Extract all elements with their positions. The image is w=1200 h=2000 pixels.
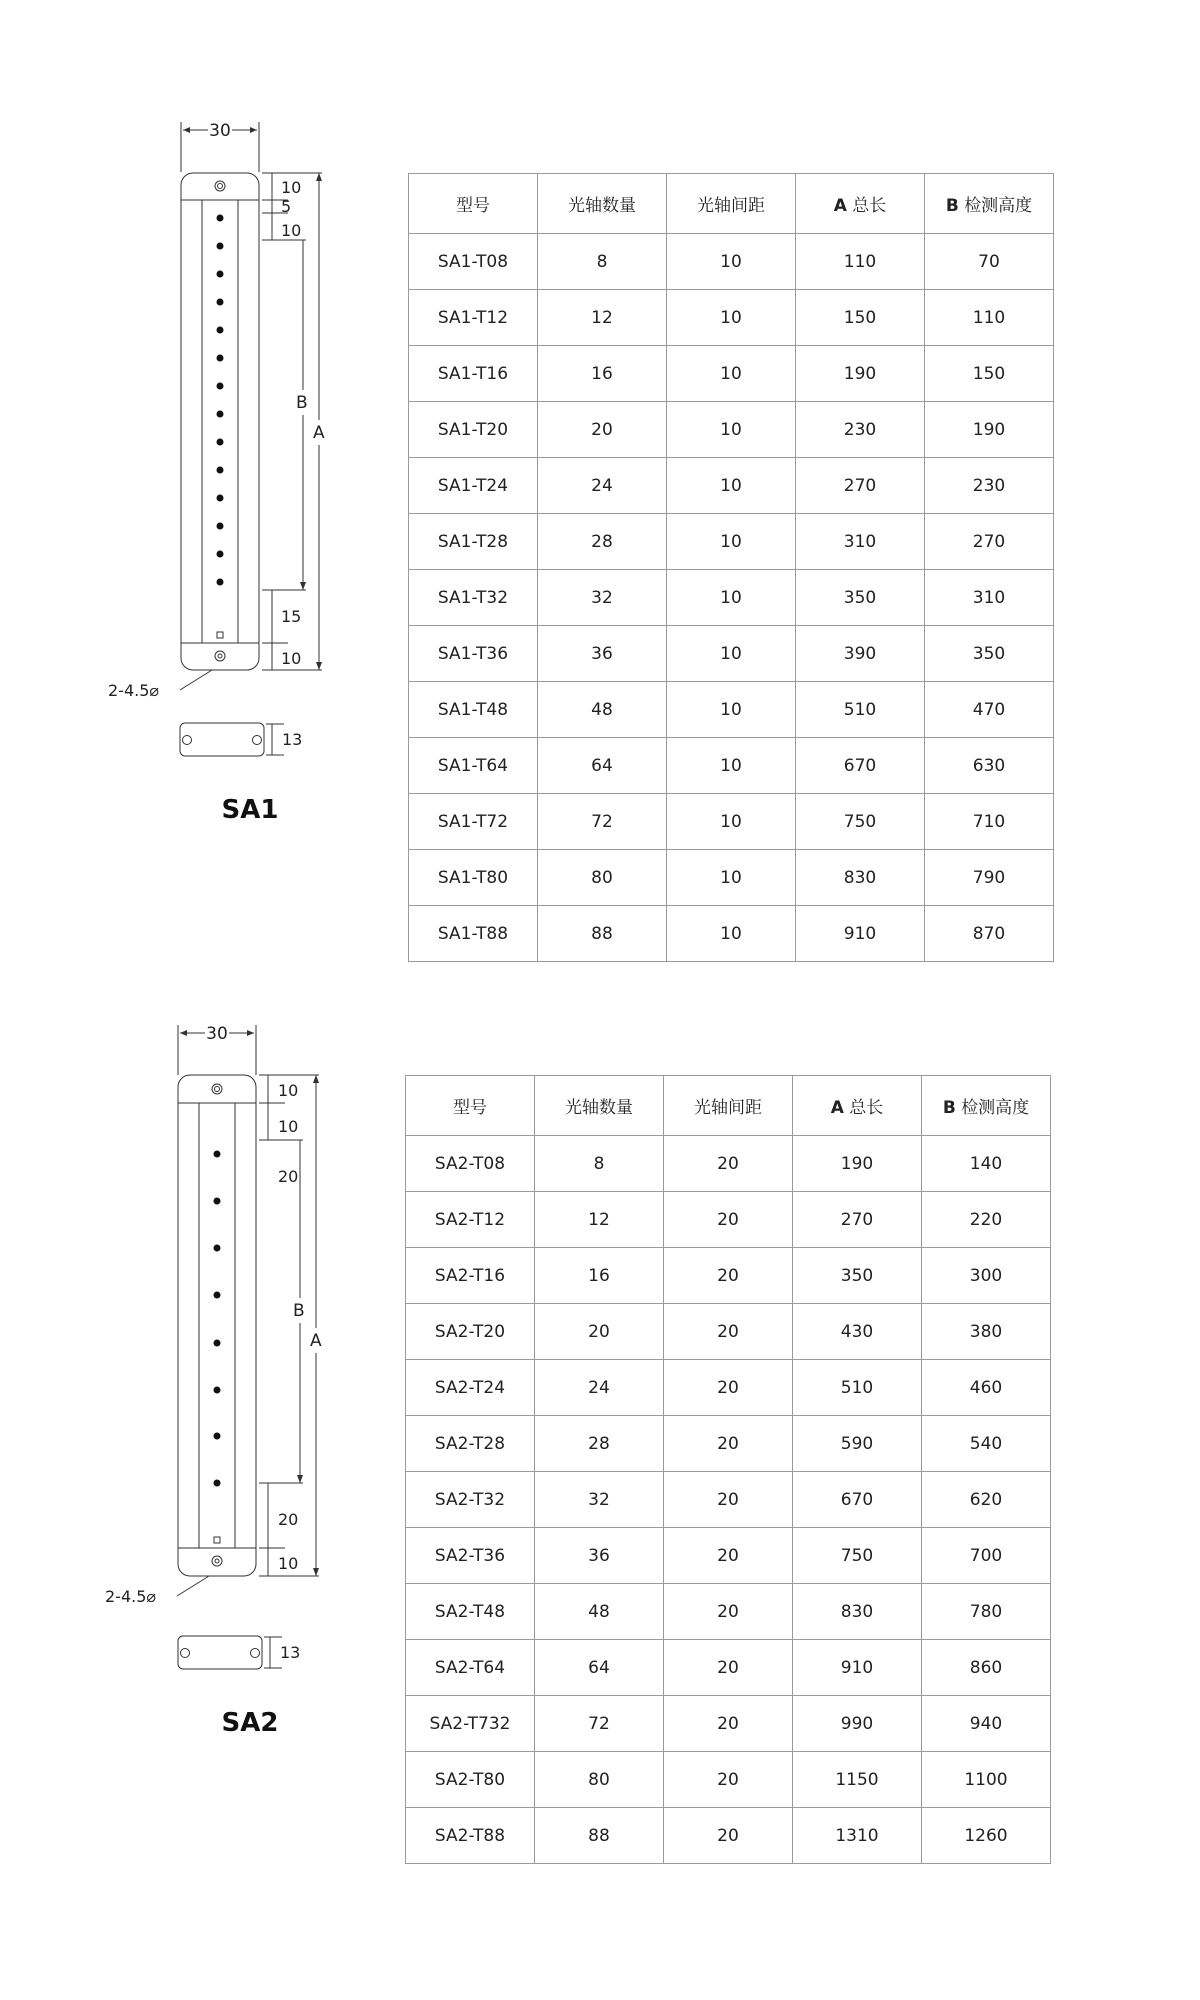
- cell-detection-height: 620: [922, 1472, 1051, 1528]
- cell-detection-height: 710: [925, 794, 1054, 850]
- cell-total-length: 270: [796, 458, 925, 514]
- cell-detection-height: 700: [922, 1528, 1051, 1584]
- cell-axis-spacing: 10: [667, 402, 796, 458]
- cell-axis-spacing: 10: [667, 626, 796, 682]
- cell-detection-height: 540: [922, 1416, 1051, 1472]
- sa2-model-title: SA2: [221, 1708, 279, 1738]
- cell-model: SA2-T88: [406, 1808, 535, 1864]
- table-row: [406, 1808, 1051, 1864]
- cell-model: SA1-T24: [409, 458, 538, 514]
- cell-axis-spacing: 10: [667, 794, 796, 850]
- cell-axis-spacing: 20: [664, 1808, 793, 1864]
- cell-model: SA1-T20: [409, 402, 538, 458]
- dim-first-axis-label: 10: [281, 221, 302, 240]
- cell-axis-count: 24: [535, 1360, 664, 1416]
- sa1-spec-table: [408, 173, 1054, 962]
- cell-axis-count: 12: [535, 1192, 664, 1248]
- cell-detection-height: 350: [925, 626, 1054, 682]
- table-row: [406, 1192, 1051, 1248]
- cell-axis-count: 20: [535, 1304, 664, 1360]
- cell-detection-height: 860: [922, 1640, 1051, 1696]
- cell-axis-spacing: 20: [664, 1136, 793, 1192]
- dim-width-label: 30: [206, 1024, 228, 1044]
- cell-model: SA2-T64: [406, 1640, 535, 1696]
- dim-thickness-label: 13: [282, 730, 303, 749]
- cell-axis-spacing: 20: [664, 1360, 793, 1416]
- cell-model: SA1-T28: [409, 514, 538, 570]
- header-axis-spacing: 光轴间距: [667, 174, 796, 234]
- cell-total-length: 750: [793, 1528, 922, 1584]
- hole-spec-label: 2-4.5⌀: [105, 1587, 157, 1606]
- cell-model: SA2-T16: [406, 1248, 535, 1304]
- cell-axis-count: 64: [538, 738, 667, 794]
- cell-axis-spacing: 10: [667, 458, 796, 514]
- table-row: [406, 1472, 1051, 1528]
- cell-axis-count: 32: [535, 1472, 664, 1528]
- dim-thickness-label: 13: [280, 1643, 301, 1662]
- cell-detection-height: 310: [925, 570, 1054, 626]
- sa1-dimension-drawing: [0, 0, 380, 880]
- table-row: [409, 290, 1054, 346]
- table-row: [409, 850, 1054, 906]
- cell-total-length: 150: [796, 290, 925, 346]
- dim-a-label: A: [310, 1331, 322, 1351]
- cell-detection-height: 870: [925, 906, 1054, 962]
- header-detection-height: B 检测高度: [925, 174, 1054, 234]
- sa2-table-body: [406, 1136, 1051, 1864]
- header-model: 型号: [409, 174, 538, 234]
- table-row: [409, 402, 1054, 458]
- cell-axis-spacing: 20: [664, 1752, 793, 1808]
- cell-axis-spacing: 20: [664, 1416, 793, 1472]
- cell-axis-count: 88: [538, 906, 667, 962]
- cell-axis-spacing: 20: [664, 1472, 793, 1528]
- table-row: [406, 1640, 1051, 1696]
- cell-axis-count: 36: [538, 626, 667, 682]
- cell-axis-count: 28: [538, 514, 667, 570]
- cell-total-length: 750: [796, 794, 925, 850]
- table-header-row: [409, 174, 1054, 234]
- cell-axis-count: 16: [535, 1248, 664, 1304]
- cell-model: SA1-T08: [409, 234, 538, 290]
- cell-total-length: 670: [793, 1472, 922, 1528]
- cell-detection-height: 630: [925, 738, 1054, 794]
- cell-model: SA2-T24: [406, 1360, 535, 1416]
- cell-detection-height: 150: [925, 346, 1054, 402]
- cell-total-length: 230: [796, 402, 925, 458]
- sa1-model-title: SA1: [221, 795, 279, 825]
- cell-total-length: 110: [796, 234, 925, 290]
- cell-model: SA2-T32: [406, 1472, 535, 1528]
- cell-axis-count: 16: [538, 346, 667, 402]
- cell-model: SA2-T28: [406, 1416, 535, 1472]
- cell-detection-height: 140: [922, 1136, 1051, 1192]
- cell-axis-count: 48: [535, 1584, 664, 1640]
- sa1-optical-axis-dots: [217, 215, 224, 586]
- sa2-dimension-drawing: [0, 903, 380, 1783]
- table-header-row: [406, 1076, 1051, 1136]
- table-row: [409, 626, 1054, 682]
- cell-axis-count: 72: [538, 794, 667, 850]
- cell-total-length: 830: [793, 1584, 922, 1640]
- table-row: [406, 1584, 1051, 1640]
- cell-detection-height: 940: [922, 1696, 1051, 1752]
- cell-model: SA1-T16: [409, 346, 538, 402]
- cell-total-length: 990: [793, 1696, 922, 1752]
- cell-detection-height: 380: [922, 1304, 1051, 1360]
- sa2-optical-axis-dots: [214, 1151, 221, 1487]
- cell-detection-height: 220: [922, 1192, 1051, 1248]
- cell-detection-height: 460: [922, 1360, 1051, 1416]
- cell-total-length: 310: [796, 514, 925, 570]
- cell-axis-count: 24: [538, 458, 667, 514]
- table-row: [409, 458, 1054, 514]
- dim-b-label: B: [293, 1301, 305, 1321]
- table-row: [409, 794, 1054, 850]
- cell-axis-count: 88: [535, 1808, 664, 1864]
- cell-axis-spacing: 20: [664, 1640, 793, 1696]
- dim-b-label: B: [296, 393, 308, 413]
- cell-axis-spacing: 20: [664, 1528, 793, 1584]
- dim-last-axis-label: 15: [281, 607, 302, 626]
- cell-detection-height: 1260: [922, 1808, 1051, 1864]
- header-axis-spacing: 光轴间距: [664, 1076, 793, 1136]
- cell-axis-spacing: 10: [667, 906, 796, 962]
- cell-total-length: 590: [793, 1416, 922, 1472]
- cell-detection-height: 190: [925, 402, 1054, 458]
- header-total-length: A 总长: [793, 1076, 922, 1136]
- cell-detection-height: 1100: [922, 1752, 1051, 1808]
- cell-total-length: 350: [793, 1248, 922, 1304]
- header-detection-height: B 检测高度: [922, 1076, 1051, 1136]
- cell-axis-spacing: 10: [667, 738, 796, 794]
- cell-model: SA1-T64: [409, 738, 538, 794]
- dim-top-margin-label: 10: [281, 178, 302, 197]
- cell-model: SA1-T36: [409, 626, 538, 682]
- cell-model: SA1-T32: [409, 570, 538, 626]
- cell-total-length: 830: [796, 850, 925, 906]
- cell-model: SA1-T80: [409, 850, 538, 906]
- dim-top-margin-label: 10: [278, 1081, 299, 1100]
- table-row: [409, 346, 1054, 402]
- table-row: [406, 1528, 1051, 1584]
- cell-total-length: 390: [796, 626, 925, 682]
- cell-axis-spacing: 10: [667, 290, 796, 346]
- table-row: [406, 1416, 1051, 1472]
- cell-model: SA2-T732: [406, 1696, 535, 1752]
- cell-model: SA2-T36: [406, 1528, 535, 1584]
- hole-spec-label: 2-4.5⌀: [108, 681, 160, 700]
- cell-axis-count: 80: [538, 850, 667, 906]
- cell-axis-count: 8: [538, 234, 667, 290]
- cell-axis-spacing: 20: [664, 1304, 793, 1360]
- cell-axis-count: 12: [538, 290, 667, 346]
- cell-total-length: 1150: [793, 1752, 922, 1808]
- header-axis-count: 光轴数量: [535, 1076, 664, 1136]
- cell-detection-height: 300: [922, 1248, 1051, 1304]
- dim-bottom-margin-label: 10: [278, 1554, 299, 1573]
- cell-axis-count: 80: [535, 1752, 664, 1808]
- cell-model: SA1-T48: [409, 682, 538, 738]
- dim-a-label: A: [313, 423, 325, 443]
- table-row: [406, 1696, 1051, 1752]
- cell-model: SA2-T08: [406, 1136, 535, 1192]
- dim-first-axis-label: 20: [278, 1167, 299, 1186]
- cell-total-length: 670: [796, 738, 925, 794]
- cell-total-length: 270: [793, 1192, 922, 1248]
- table-row: [409, 514, 1054, 570]
- cell-axis-spacing: 10: [667, 346, 796, 402]
- cell-axis-spacing: 10: [667, 850, 796, 906]
- sa2-spec-table: [405, 1075, 1051, 1864]
- cell-model: SA1-T72: [409, 794, 538, 850]
- header-axis-count: 光轴数量: [538, 174, 667, 234]
- cell-axis-count: 20: [538, 402, 667, 458]
- dim-bottom-margin-label: 10: [281, 649, 302, 668]
- table-row: [409, 234, 1054, 290]
- cell-total-length: 910: [796, 906, 925, 962]
- cell-axis-spacing: 10: [667, 234, 796, 290]
- cell-detection-height: 270: [925, 514, 1054, 570]
- cell-detection-height: 780: [922, 1584, 1051, 1640]
- cell-total-length: 190: [796, 346, 925, 402]
- cell-detection-height: 70: [925, 234, 1054, 290]
- table-row: [406, 1136, 1051, 1192]
- table-row: [406, 1752, 1051, 1808]
- cell-total-length: 430: [793, 1304, 922, 1360]
- cell-total-length: 510: [796, 682, 925, 738]
- cell-axis-count: 28: [535, 1416, 664, 1472]
- cell-detection-height: 470: [925, 682, 1054, 738]
- cell-axis-count: 8: [535, 1136, 664, 1192]
- cell-axis-spacing: 20: [664, 1696, 793, 1752]
- table-row: [406, 1360, 1051, 1416]
- cell-axis-spacing: 20: [664, 1248, 793, 1304]
- cell-detection-height: 790: [925, 850, 1054, 906]
- cell-axis-count: 64: [535, 1640, 664, 1696]
- cell-model: SA1-T12: [409, 290, 538, 346]
- cell-model: SA1-T88: [409, 906, 538, 962]
- dim-width-label: 30: [209, 121, 231, 141]
- cell-axis-spacing: 10: [667, 570, 796, 626]
- cell-total-length: 350: [796, 570, 925, 626]
- sa1-table-body: [409, 234, 1054, 962]
- table-row: [409, 570, 1054, 626]
- cell-detection-height: 230: [925, 458, 1054, 514]
- cell-axis-count: 32: [538, 570, 667, 626]
- cell-model: SA2-T80: [406, 1752, 535, 1808]
- table-row: [406, 1304, 1051, 1360]
- cell-total-length: 190: [793, 1136, 922, 1192]
- cell-model: SA2-T48: [406, 1584, 535, 1640]
- cell-axis-count: 72: [535, 1696, 664, 1752]
- header-total-length: A 总长: [796, 174, 925, 234]
- cell-total-length: 510: [793, 1360, 922, 1416]
- table-row: [409, 906, 1054, 962]
- table-row: [406, 1248, 1051, 1304]
- dim-last-axis-label: 20: [278, 1510, 299, 1529]
- table-row: [409, 682, 1054, 738]
- dim-gap-label: 10: [278, 1117, 299, 1136]
- header-model: 型号: [406, 1076, 535, 1136]
- cell-axis-count: 36: [535, 1528, 664, 1584]
- dim-gap-label: 5: [281, 197, 292, 216]
- cell-axis-spacing: 20: [664, 1192, 793, 1248]
- cell-axis-spacing: 10: [667, 514, 796, 570]
- cell-axis-count: 48: [538, 682, 667, 738]
- cell-detection-height: 110: [925, 290, 1054, 346]
- cell-model: SA2-T12: [406, 1192, 535, 1248]
- table-row: [409, 738, 1054, 794]
- cell-model: SA2-T20: [406, 1304, 535, 1360]
- cell-total-length: 910: [793, 1640, 922, 1696]
- cell-axis-spacing: 20: [664, 1584, 793, 1640]
- cell-axis-spacing: 10: [667, 682, 796, 738]
- cell-total-length: 1310: [793, 1808, 922, 1864]
